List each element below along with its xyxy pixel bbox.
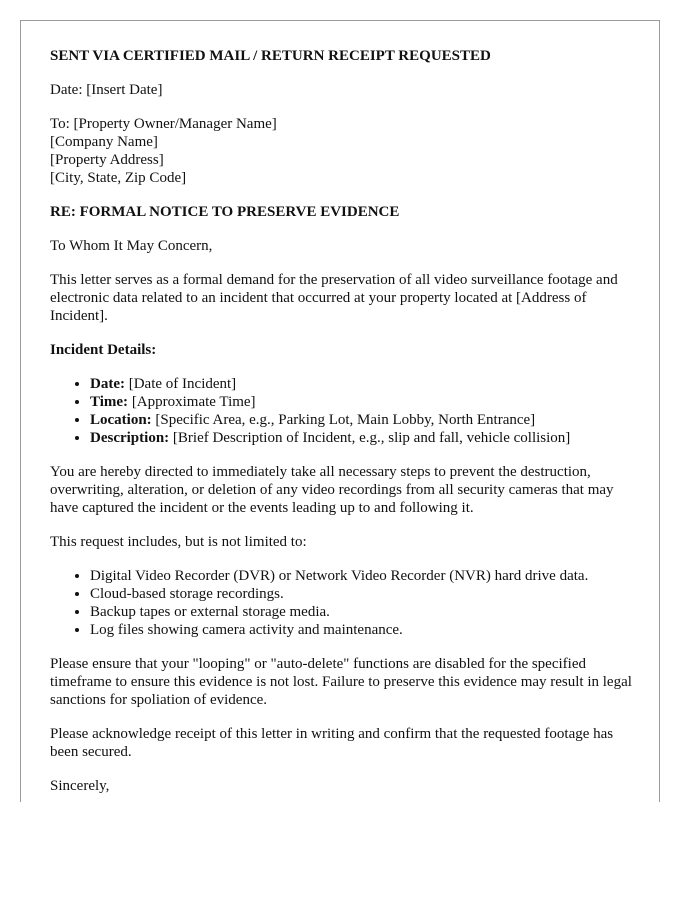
recipient-address xyxy=(50,115,640,187)
intro-paragraph: This letter serves as a formal demand for the preservation of all video surveillance footage and electronic data related to an incident that occurred at your property located at [Address of Incident]. xyxy=(50,272,618,324)
detail-value: [Brief Description of Incident, e.g., slip and fall, vehicle collision] xyxy=(169,430,571,446)
detail-value: [Date of Incident] xyxy=(124,376,237,392)
list-item xyxy=(90,393,640,411)
detail-value: [Specific Area, e.g., Parking Lot, Main Lobby, North Entrance] xyxy=(151,412,536,428)
directive-paragraph: You are hereby directed to immediately take all necessary steps to prevent the destruction, overwriting, alteration, or deletion of any video recordings from all security cameras that may have captured the incident or the events leading up to and following it. xyxy=(50,464,614,516)
date-line: Date: [Insert Date] xyxy=(50,82,163,98)
recipient-line: To: [Property Owner/Manager Name] xyxy=(50,116,277,132)
includes-intro: This request includes, but is not limited to: xyxy=(50,534,307,550)
list-item xyxy=(90,375,640,393)
detail-label: Date: xyxy=(90,376,125,392)
recipient-line: [Company Name] xyxy=(50,134,158,150)
detail-label: Location: xyxy=(90,412,152,428)
incident-details-list xyxy=(50,375,640,447)
closing: Sincerely, xyxy=(50,778,110,794)
looping-notice-paragraph: Please ensure that your "looping" or "auto-delete" functions are disabled for the specified timeframe to ensure this evidence is not lost. Failure to preserve this evidence may result in legal sanctions for spoliation of evidence. xyxy=(50,656,632,708)
recipient-line: [Property Address] xyxy=(50,152,164,168)
salutation: To Whom It May Concern, xyxy=(50,238,213,254)
incident-details-heading: Incident Details: xyxy=(50,342,157,358)
subject-line: RE: FORMAL NOTICE TO PRESERVE EVIDENCE xyxy=(50,204,400,220)
list-item xyxy=(90,429,640,447)
acknowledge-paragraph: Please acknowledge receipt of this letter in writing and confirm that the requested footage has been secured. xyxy=(50,726,614,760)
detail-label: Description: xyxy=(90,430,170,446)
detail-value: [Approximate Time] xyxy=(128,394,256,410)
letter-body xyxy=(50,47,640,802)
list-item: • Log files showing camera activity and maintenance. xyxy=(90,621,640,639)
list-item: • Backup tapes or external storage media. xyxy=(90,603,640,621)
detail-label: Time: xyxy=(90,394,129,410)
list-item: • Cloud-based storage recordings. xyxy=(90,585,640,603)
mailing-header: SENT VIA CERTIFIED MAIL / RETURN RECEIPT REQUESTED xyxy=(50,48,491,64)
storage-list xyxy=(50,567,640,639)
recipient-line: [City, State, Zip Code] xyxy=(50,170,187,186)
list-item: • Digital Video Recorder (DVR) or Network Video Recorder (NVR) hard drive data. xyxy=(90,567,640,585)
list-item xyxy=(90,411,640,429)
letter-page xyxy=(20,20,660,802)
